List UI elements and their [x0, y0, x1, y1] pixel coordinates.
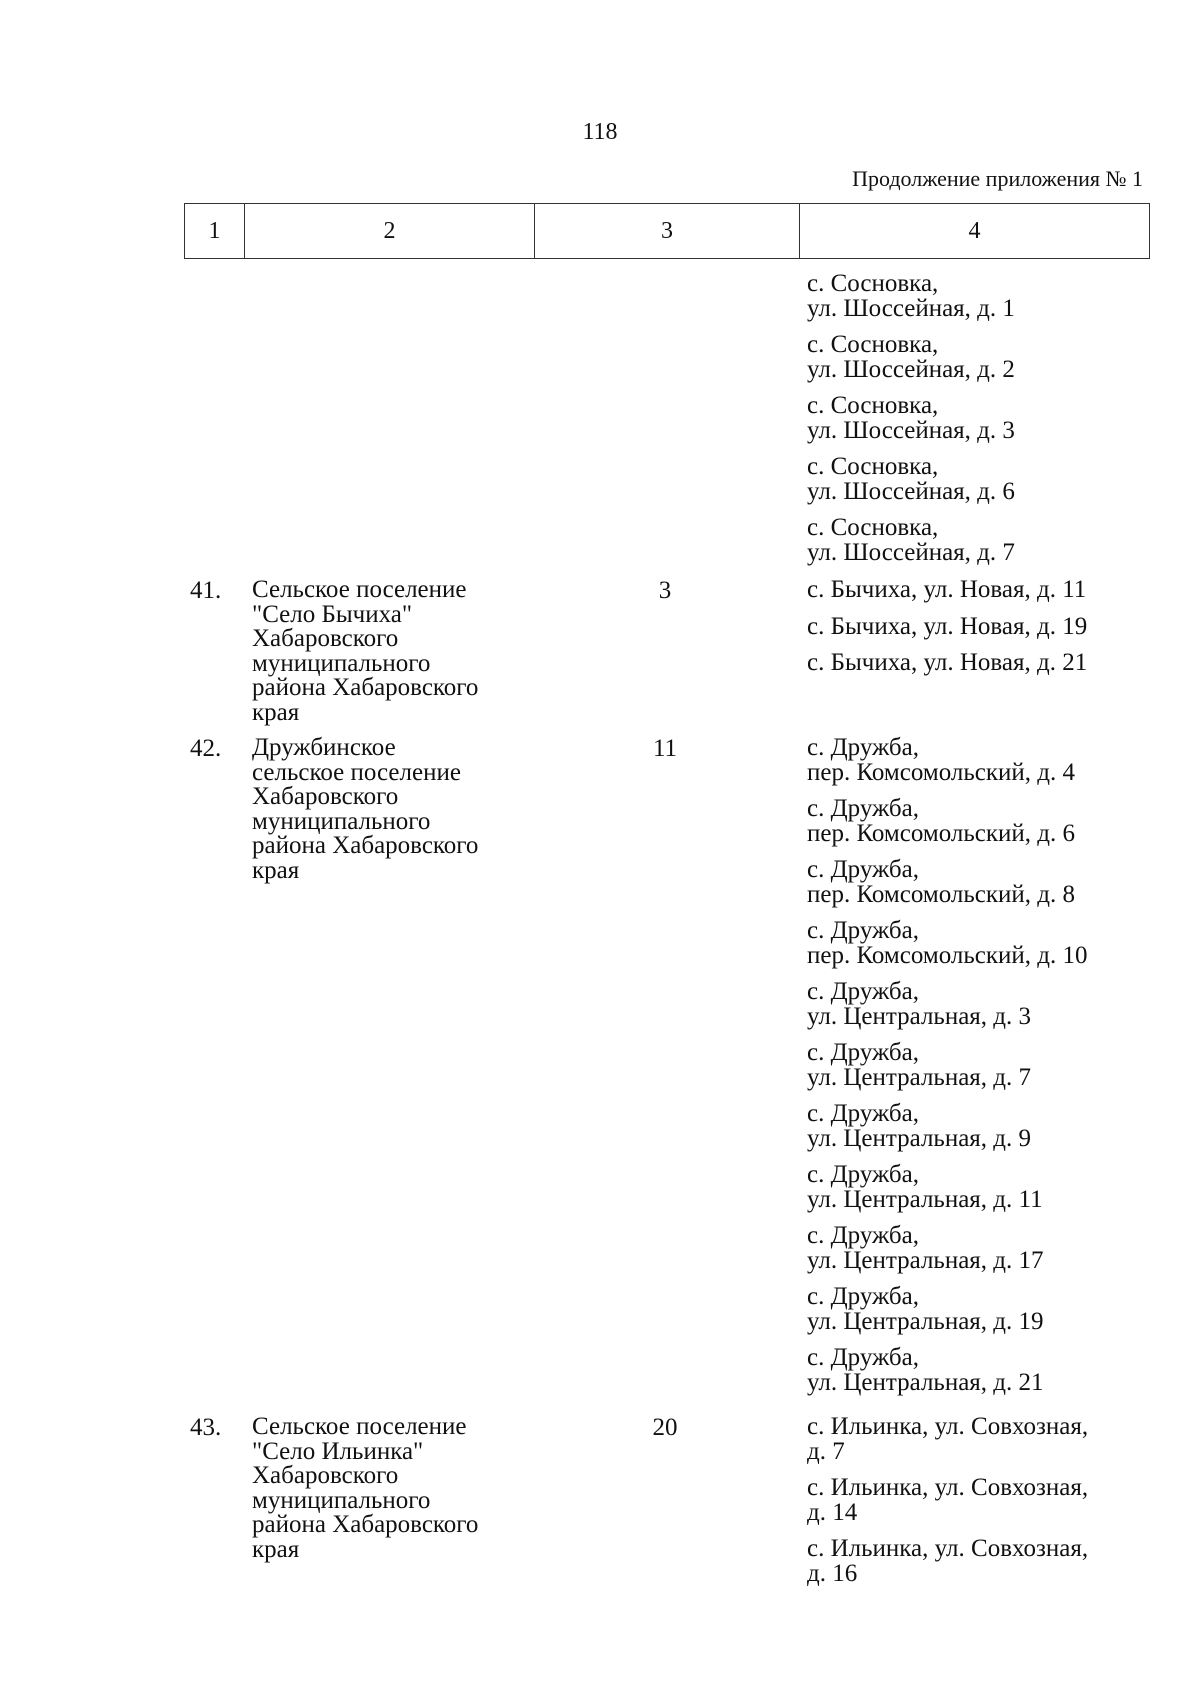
continuation-label: Продолжение приложения № 1: [852, 166, 1143, 191]
header-cell-1: 1: [185, 204, 245, 258]
address-list: [807, 736, 1167, 1407]
address-item: с. Сосновка, ул. Шоссейная, д. 2: [807, 333, 1015, 383]
address-item: с. Дружба, ул. Центральная, д. 7: [807, 1041, 1032, 1091]
settlement-name: Дружбинское сельское поселение Хабаровского муниципального района Хабаровского края: [252, 734, 479, 884]
address-item: с. Дружба, пер. Комсомольский, д. 8: [807, 858, 1075, 908]
address-list: [807, 272, 1167, 577]
address-item: с. Ильинка, ул. Совхозная, д. 14: [807, 1476, 1089, 1526]
address-item: с. Бычиха, ул. Новая, д. 19: [807, 614, 1088, 640]
address-item: с. Сосновка, ул. Шоссейная, д. 3: [807, 394, 1015, 444]
building-count: 20: [652, 1414, 678, 1441]
address-item: с. Ильинка, ул. Совхозная, д. 16: [807, 1537, 1089, 1587]
settlement-name: Сельское поселение "Село Бычиха" Хабаровского муниципального района Хабаровского края: [252, 576, 479, 726]
settlement-name: Сельское поселение "Село Ильинка" Хабаровского муниципального района Хабаровского края: [252, 1413, 479, 1563]
address-item: с. Сосновка, ул. Шоссейная, д. 7: [807, 516, 1015, 566]
address-list: [807, 578, 1167, 688]
row-number: 41.: [190, 577, 222, 604]
header-cell-2: 2: [245, 204, 535, 258]
header-cell-4: 4: [968, 217, 981, 244]
address-item: с. Дружба, ул. Центральная, д. 11: [807, 1163, 1043, 1213]
address-item: с. Сосновка, ул. Шоссейная, д. 1: [807, 272, 1015, 322]
address-item: с. Дружба, пер. Комсомольский, д. 10: [807, 919, 1088, 969]
address-list: [807, 1415, 1167, 1598]
address-item: с. Дружба, ул. Центральная, д. 19: [807, 1285, 1044, 1335]
row-number: 42.: [190, 735, 222, 762]
row-number: 43.: [190, 1414, 222, 1441]
address-item: с. Бычиха, ул. Новая, д. 11: [807, 578, 1087, 603]
address-item: с. Дружба, ул. Центральная, д. 3: [807, 980, 1032, 1030]
building-count: 3: [658, 577, 672, 604]
page-number: 118: [582, 119, 618, 145]
building-count: 11: [652, 735, 678, 762]
address-item: с. Дружба, ул. Центральная, д. 9: [807, 1102, 1032, 1152]
header-cell-3: 3: [535, 204, 800, 258]
address-item: с. Дружба, ул. Центральная, д. 17: [807, 1224, 1044, 1274]
address-item: с. Ильинка, ул. Совхозная, д. 7: [807, 1415, 1089, 1465]
address-item: с. Сосновка, ул. Шоссейная, д. 6: [807, 455, 1015, 505]
address-item: с. Дружба, пер. Комсомольский, д. 6: [807, 797, 1075, 847]
address-item: с. Дружба, ул. Центральная, д. 21: [807, 1346, 1044, 1396]
address-item: с. Дружба, пер. Комсомольский, д. 4: [807, 736, 1075, 786]
address-item: с. Бычиха, ул. Новая, д. 21: [807, 651, 1088, 676]
